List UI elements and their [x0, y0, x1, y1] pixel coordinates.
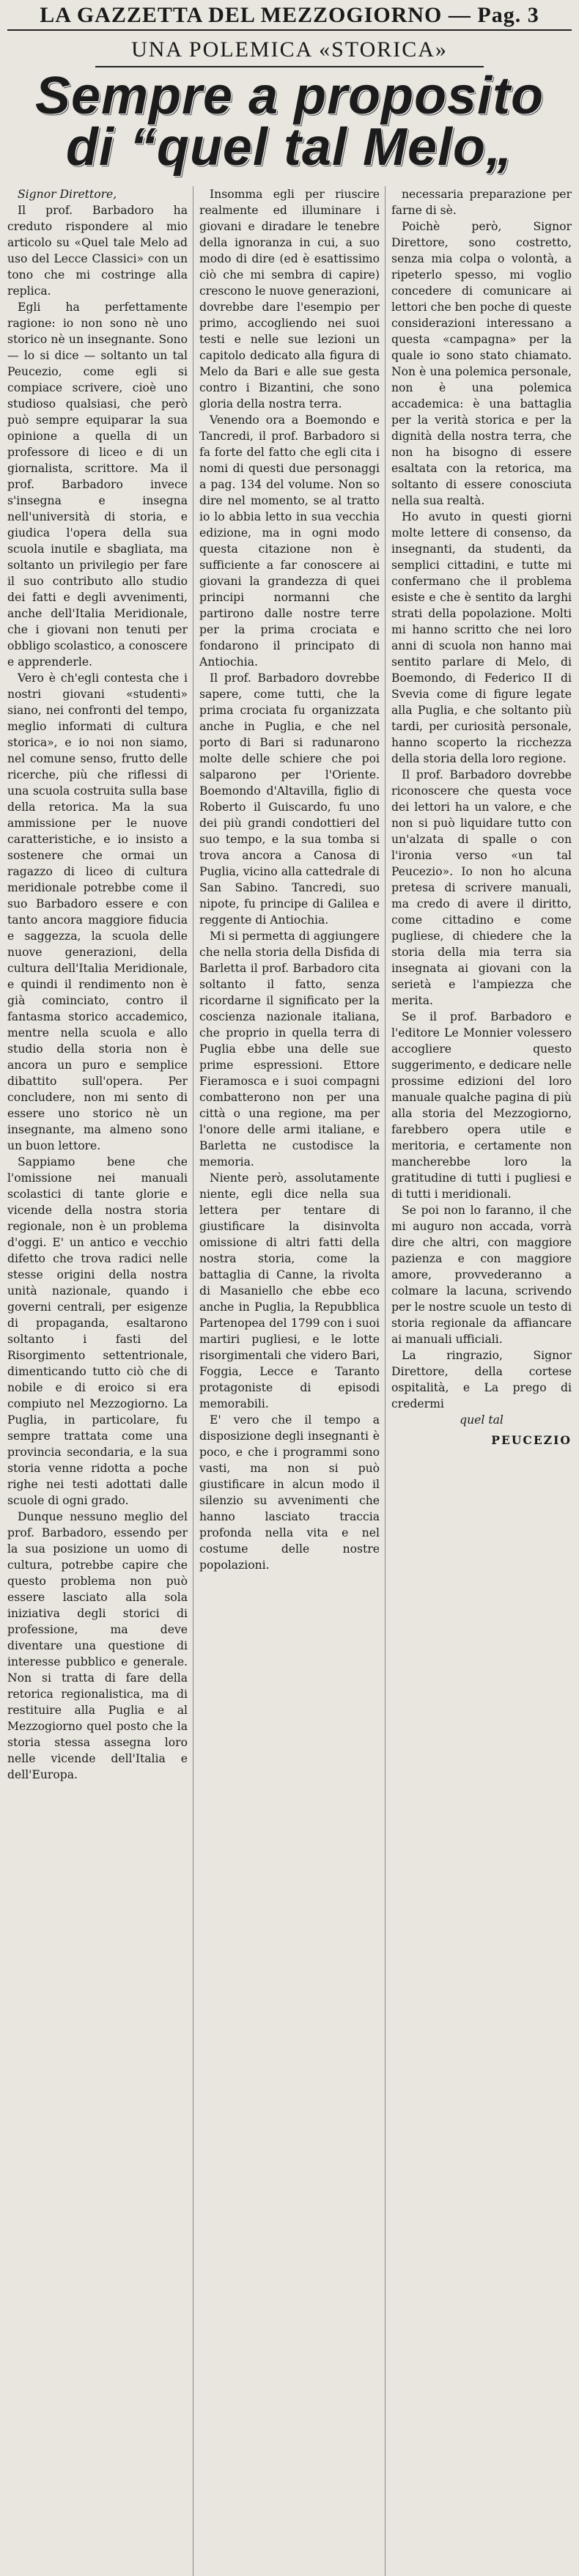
- paragraph: Mi si permetta di aggiungere che nella storia della Disfida di Barletta il prof. Barbadoro cita soltanto il fatto, senza ricordarne il significato per la coscienza nazionale italiana, che proprio in quella terra di Puglia ebbe una delle sue prime espressioni. Ettore Fieramosca e i suoi compagni combatterono non per una città o una regione, ma per l'onore delle armi italiane, e Barletta ne custodisce la memoria.: [199, 930, 380, 1169]
- paragraph: Il prof. Barbadoro dovrebbe sapere, come tutti, che la prima crociata fu organizzata anche in Puglia, e che nel porto di Bari si radunarono molte delle schiere che poi salparono per l'Oriente. Boemondo d'Altavilla, figlio di Roberto il Guiscardo, fu uno dei più grandi condottieri del suo tempo, e la sua tomba si trova ancora a Canosa di Puglia, vicino alla cattedrale di San Sabino. Tancredi, suo nipote, fu principe di Galilea e reggente di Antiochia.: [199, 671, 380, 927]
- article-columns: [7, 186, 572, 2576]
- paragraph: Egli ha perfettamente ragione: io non sono nè uno storico nè un insegnante. Sono — lo si dice — soltanto un tal Peucezio, come egli si compiace scrivere, cioè uno studioso qualsiasi, che però può sempre equiparar la sua opinione a quella di un professore di liceo e di un giornalista, scrittore. Ma il prof. Barbadoro invece s'insegna e insegna nell'università di storia, e giudica l'opera della sua scuola inutile e sbagliata, ma soltanto un privilegio per fare il suo contributo allo studio dei fatti e degli avvenimenti, anche dell'Italia Meridionale, che i giovani non tenuti per obbligo scolastico, a conoscere e apprenderle.: [7, 301, 188, 669]
- paragraph: Ho avuto in questi giorni molte lettere di consenso, da insegnanti, da studenti, da semplici cittadini, e tutte mi confermano che il problema esiste e che è sentito da larghi strati della popolazione. Molti mi hanno scritto che nei loro anni di scuola non hanno mai sentito parlare di Melo, di Boemondo, di Federico II di Svevia come di figure legate alla Puglia, e che soltanto più tardi, per curiosità personale, hanno scoperto la ricchezza della storia della loro regione.: [391, 510, 572, 765]
- author-signature: PEUCEZIO: [491, 1433, 572, 1447]
- article-column-1: [7, 186, 193, 2576]
- paragraph: Poichè però, Signor Direttore, sono costretto, senza mia colpa o volontà, a ripeterlo spesso, mi voglio concedere di comunicare ai lettori che ben poche di queste considerazioni interessano a questa «campagna» per la quale io sono stato chiamato. Non è una polemica personale, non è una polemica accademica: è una battaglia per la verità storica e per la dignità della nostra terra, che non ha bisogno di essere esaltata con la retorica, ma soltanto di essere conosciuta nella sua realtà.: [391, 220, 572, 507]
- paragraph: Il prof. Barbadoro dovrebbe riconoscere che questa voce dei lettori ha un valore, e che non si può liquidare tutto con un'alzata di spalle o con l'ironia verso «un tal Peucezio». Io non ho alcuna pretesa di scrivere manuali, ma credo di avere il diritto, come cittadino e come pugliese, di chiedere che la storia della mia terra sia insegnata ai giovani con la serietà e l'ampiezza che merita.: [391, 768, 572, 1007]
- headline-line-1: Sempre a proposito: [34, 67, 545, 125]
- article-column-2: [199, 186, 386, 2576]
- article-headline: [7, 67, 572, 177]
- article-column-3: [391, 186, 572, 2576]
- paragraph: Dunque nessuno meglio del prof. Barbadoro, essendo per la sua posizione un uomo di cultura, potrebbe capire che questo problema non può essere lasciato alla sola iniziativa degli storici di professione, ma deve diventare una questione di interesse pubblico e generale. Non si tratta di fare della retorica regionalistica, ma di restituire alla Puglia e al Mezzogiorno quel posto che la storia stessa assegna loro nelle vicende dell'Italia e dell'Europa.: [7, 1510, 188, 1781]
- article-kicker: UNA POLEMICA «STORICA»: [95, 35, 484, 67]
- paragraph: Insomma egli per riuscire realmente ed illuminare i giovani e diradare le tenebre della ignoranza in cui, a suo modo di dire (ed è esattissimo ciò che mi sembra di capire) crescono le nuove generazioni, dovrebbe dare l'esempio per primo, accogliendo nei suoi testi e nelle sue lezioni un capitolo dedicato alla figura di Melo da Bari e alle sue gesta contro i Bizantini, che sono gloria della nostra terra.: [199, 188, 380, 411]
- headline-line-2: di “quel tal Melo„: [65, 118, 514, 177]
- paragraph: E' vero che il tempo a disposizione degli insegnanti è poco, e che i programmi sono vasti, ma non si può giustificare in alcun modo il silenzio su avvenimenti che hanno lasciato traccia profonda nella vita e nel costume delle nostre popolazioni.: [199, 1413, 380, 1572]
- paragraph: Niente però, assolutamente niente, egli dice nella sua lettera per tentare di giustificare la disinvolta omissione di altri fatti della nostra storia, come la battaglia di Canne, la rivolta di Masaniello che ebbe eco anche in Puglia, la Repubblica Partenopea del 1799 con i suoi martiri pugliesi, e le lotte risorgimentali che videro Bari, Foggia, Lecce e Taranto protagoniste di episodi memorabili.: [199, 1171, 380, 1410]
- paragraph: necessaria preparazione per farne di sè.: [391, 188, 572, 217]
- newspaper-masthead: LA GAZZETTA DEL MEZZOGIORNO — Pag. 3: [40, 3, 539, 27]
- paragraph: Venendo ora a Boemondo e Tancredi, il prof. Barbadoro si fa forte del fatto che egli cita i nomi di questi due personaggi a pag. 134 del volume. Non so dire nel momento, se al tratto io lo abbia letto in sua vecchia edizione, ma in ogni modo questa citazione non è sufficiente a far conoscere ai giovani la grandezza di quei principi normanni che partirono dalle nostre terre per la prima crociata e fondarono il principato di Antiochia.: [199, 413, 380, 669]
- paragraph: Se poi non lo faranno, il che mi auguro non accada, vorrà dire che altri, con maggiore pazienza e con maggiore amore, provvederanno a colmare la lacuna, scrivendo per le nostre scuole un testo di storia regionale da affiancare ai manuali ufficiali.: [391, 1204, 572, 1346]
- masthead-rule: [7, 29, 572, 31]
- paragraph: Vero è ch'egli contesta che i nostri giovani «studenti» siano, nei confronti del tempo, meglio informati di cultura storica», e io noi non siamo, nel comune senso, frutto delle ricerche, più che riflessi di una scuola costruita sulla base della retorica. Ma la sua ammissione per le nuove caratteristiche, e io insisto a sostenere che ormai un ragazzo di liceo di cultura meridionale potrebbe come il suo Barbadoro essere e con tanto ancora maggiore fiducia e saggezza, la scuola delle nuove generazioni, della cultura dell'Italia Meridionale, e quindi il rendimento non è già cominciato, contro il fantasma storico accademico, mentre nella scuola e allo studio della storia non è ancora un puro e semplice dibattito sull'opera. Per concludere, non mi sento di essere uno storico nè un insegnante, ma almeno sono un buon lettore.: [7, 671, 188, 1152]
- letter-signoff: quel tal: [460, 1413, 504, 1427]
- paragraph: Se il prof. Barbadoro e l'editore Le Monnier volessero accogliere questo suggerimento, e dedicare nelle prossime edizioni del loro manuale qualche pagina di più alla storia del Mezzogiorno, farebbero opera utile e meritoria, e certamente non mancherebbe loro la gratitudine di tutti i pugliesi e di tutti i meridionali.: [391, 1010, 572, 1201]
- paragraph: Sappiamo bene che l'omissione nei manuali scolastici di tante glorie e vicende della nostra storia regionale, non è un problema d'oggi. E' un antico e vecchio difetto che trova radici nelle stesse origini della nostra unità nazionale, quando i governi centrali, per esigenze di propaganda, esaltarono soltanto i fasti del Risorgimento settentrionale, dimenticando tutto ciò che di nobile e di eroico si era compiuto nel Mezzogiorno. La Puglia, in particolare, fu sempre trattata come una provincia secondaria, e la sua storia venne ridotta a poche righe nei testi adottati dalle scuole di ogni grado.: [7, 1155, 188, 1507]
- paragraph: La ringrazio, Signor Direttore, della cortese ospitalità, e La prego di credermi: [391, 1349, 572, 1410]
- letter-salutation: Signor Direttore,: [18, 188, 117, 201]
- paragraph: Il prof. Barbadoro ha creduto rispondere al mio articolo su «Quel tale Melo ad uso del Lecce Classici» con un tono che mi costringe alla replica.: [7, 204, 188, 298]
